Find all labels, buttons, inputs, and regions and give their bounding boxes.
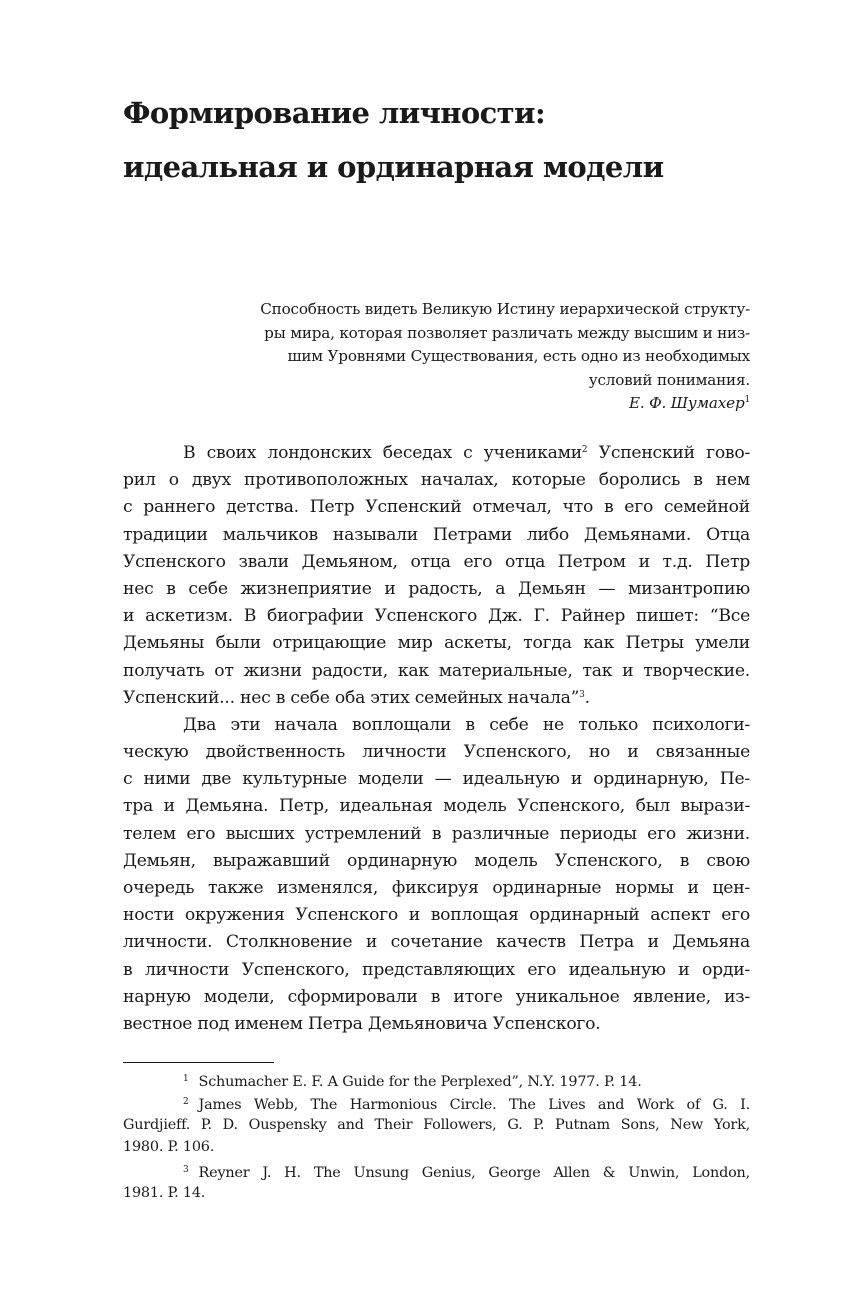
paragraph-1-line: и аскетизм. В биографии Успенского Дж. Г. Райнер пишет: “Все xyxy=(123,606,750,627)
chapter-title xyxy=(123,86,750,194)
body-text xyxy=(123,440,750,1038)
footnote-ref-1: 1 xyxy=(744,395,750,405)
paragraph-2-line: ности окружения Успенского и воплощая ординарный аспект его xyxy=(123,905,750,926)
epigraph-line: условий понимания. xyxy=(588,370,750,389)
paragraph-2-line: с ними две культурные модели — идеальную и ординарную, Пе- xyxy=(123,769,750,790)
chapter-title-line-1: Формирование личности: xyxy=(123,96,546,130)
paragraph-2-line: тра и Демьяна. Петр, идеальная модель Успенского, был вырази- xyxy=(123,796,750,817)
footnote-2-line: Gurdjieff. P. D. Ouspensky and Their Followers, G. P. Putnam Sons, New York, xyxy=(123,1116,750,1133)
footnote-1: $^1$ Schumacher E. F. A Guide for the Perplexed”, N.Y. 1977. P. 14. xyxy=(183,1074,642,1090)
chapter-title-line-2: идеальная и ординарная модели xyxy=(123,150,664,184)
footnote-3: $^3$ Reyner J. H. The Unsung Genius, George Allen & Unwin, London, xyxy=(183,1165,750,1182)
paragraph-2-line: телем его высших устремлений в различные периоды его жизни. xyxy=(123,823,750,844)
paragraph-2-line: очередь также изменялся, фиксируя ординарные нормы и цен- xyxy=(123,878,750,898)
epigraph-line: ры мира, которая позволяет различать между высшим и низ- xyxy=(264,323,750,342)
paragraph-1-line: получать от жизни радости, как материальные, так и творческие. xyxy=(123,660,750,681)
footnote-mark: 2 xyxy=(183,1096,189,1107)
epigraph-line: Способность видеть Великую Истину иерархической структу- xyxy=(260,300,750,318)
footnote-mark: 3 xyxy=(183,1165,189,1176)
footnote-3-line: 1981. P. 14. xyxy=(123,1184,206,1201)
epigraph-author: Е. Ф. Шумахер xyxy=(629,394,745,412)
paragraph-2-line: Демьян, выражавший ординарную модель Успенского, в свою xyxy=(123,850,750,871)
paragraph-2-line: ческую двойственность личности Успенского, но и связанные xyxy=(123,742,750,763)
paragraph-1-line: Успенский... нес в себе оба этих семейных начала”$^3$. xyxy=(123,687,590,708)
paragraph-1-line: традиции мальчиков называли Петрами либо Демьянами. Отца xyxy=(123,524,750,545)
footnote-2: $^2$ James Webb, The Harmonious Circle. The Lives and Work of G. I. xyxy=(183,1096,750,1113)
paragraph-1-line: с раннего детства. Петр Успенский отмечал, что в его семейной xyxy=(123,497,750,518)
paragraph-2-line: в личности Успенского, представляющих его идеальную и орди- xyxy=(123,959,750,980)
epigraph-attribution xyxy=(123,392,750,416)
paragraph-1-line: рил о двух противоположных началах, которые боролись в нем xyxy=(123,470,750,491)
paragraph-2-line: вестное под именем Петра Демьяновича Успенского. xyxy=(123,1013,601,1034)
paragraph-1-line: Успенского звали Демьяном, отца его отца Петром и т.д. Петр xyxy=(123,551,750,572)
paragraph-2-line: личности. Столкновение и сочетание качеств Петра и Демьяна xyxy=(123,932,750,953)
footnote-ref-2: 2 xyxy=(581,445,588,455)
footnote-2-line: 1980. P. 106. xyxy=(123,1139,215,1156)
footnote-separator xyxy=(123,1062,274,1063)
footnote-ref-3: 3 xyxy=(579,689,585,700)
epigraph-line: шим Уровнями Существования, есть одно из необходимых xyxy=(287,347,750,365)
footnote-mark: 1 xyxy=(183,1074,189,1084)
paragraph-2-line: Два эти начала воплощали в себе не только психологи- xyxy=(183,714,750,735)
paragraph-1-line: нес в себе жизнеприятие и радость, а Демьян — мизантропию xyxy=(123,578,750,599)
footnotes xyxy=(123,1068,750,1205)
paragraph-2-line: нарную модели, сформировали в итоге уникальное явление, из- xyxy=(123,986,750,1007)
epigraph xyxy=(123,298,750,416)
paragraph-1-line: В своих лондонских беседах с учениками$^2$ Успенский гово- xyxy=(183,443,751,463)
paragraph-1-line: Демьяны были отрицающие мир аскеты, тогда как Петры умели xyxy=(123,633,750,654)
